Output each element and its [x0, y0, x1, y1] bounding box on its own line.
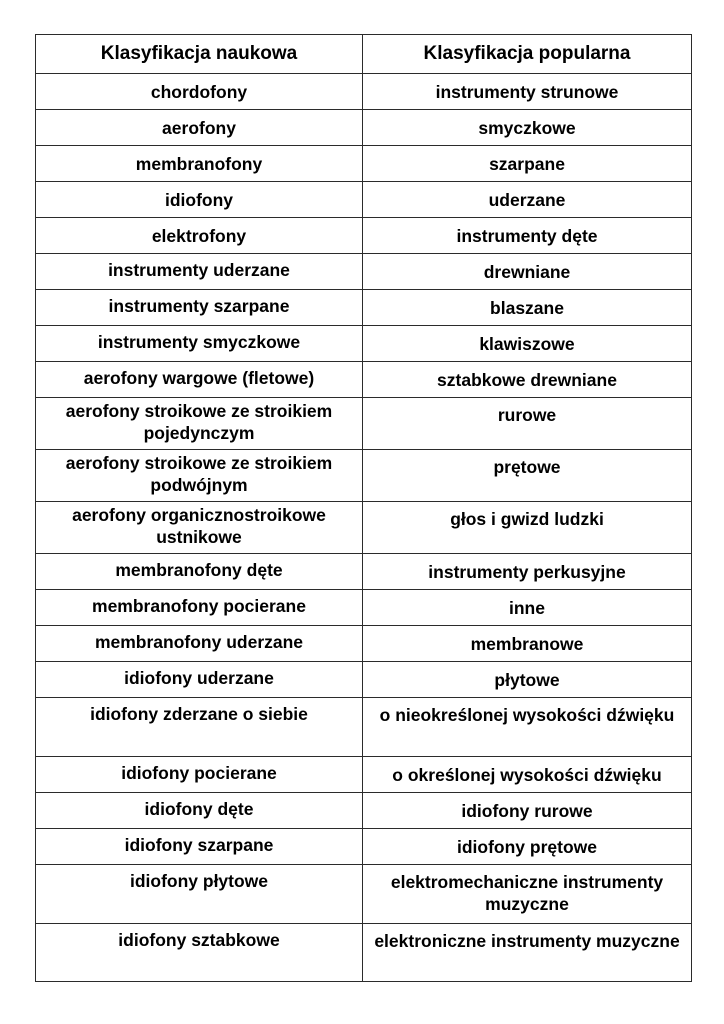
popular-cell: smyczkowe: [363, 110, 692, 146]
scientific-cell: membranofony uderzane: [36, 626, 363, 662]
scientific-cell: elektrofony: [36, 218, 363, 254]
scientific-cell: aerofony: [36, 110, 363, 146]
table-row: [36, 74, 692, 110]
popular-cell: membranowe: [363, 626, 692, 662]
table-row: [36, 793, 692, 829]
popular-cell: rurowe: [363, 398, 692, 450]
scientific-cell: instrumenty smyczkowe: [36, 326, 363, 362]
table-row: [36, 590, 692, 626]
scientific-cell: idiofony uderzane: [36, 662, 363, 698]
table-row: [36, 254, 692, 290]
scientific-cell: idiofony dęte: [36, 793, 363, 829]
table-row: [36, 290, 692, 326]
scientific-cell: aerofony stroikowe ze stroikiem pojedynczym: [36, 398, 363, 450]
table-row: [36, 554, 692, 590]
table-row: [36, 146, 692, 182]
scientific-cell: membranofony pocierane: [36, 590, 363, 626]
table-row: [36, 924, 692, 982]
table-row: [36, 502, 692, 554]
popular-cell: o określonej wysokości dźwięku: [363, 757, 692, 793]
table-row: [36, 757, 692, 793]
scientific-cell: idiofony sztabkowe: [36, 924, 363, 982]
popular-cell: elektromechaniczne instrumenty muzyczne: [363, 865, 692, 924]
table-row: [36, 698, 692, 757]
popular-cell: o nieokreślonej wysokości dźwięku: [363, 698, 692, 757]
popular-cell: instrumenty strunowe: [363, 74, 692, 110]
popular-cell: uderzane: [363, 182, 692, 218]
table-row: [36, 362, 692, 398]
scientific-cell: aerofony stroikowe ze stroikiem podwójnym: [36, 450, 363, 502]
popular-cell: prętowe: [363, 450, 692, 502]
popular-cell: szarpane: [363, 146, 692, 182]
popular-cell: klawiszowe: [363, 326, 692, 362]
table-row: [36, 626, 692, 662]
popular-cell: inne: [363, 590, 692, 626]
table-row: [36, 326, 692, 362]
scientific-cell: instrumenty uderzane: [36, 254, 363, 290]
scientific-cell: idiofony zderzane o siebie: [36, 698, 363, 757]
scientific-cell: idiofony płytowe: [36, 865, 363, 924]
scientific-cell: aerofony wargowe (fletowe): [36, 362, 363, 398]
popular-cell: instrumenty perkusyjne: [363, 554, 692, 590]
table-row: [36, 398, 692, 450]
scientific-cell: idiofony pocierane: [36, 757, 363, 793]
table-row: [36, 218, 692, 254]
popular-cell: idiofony rurowe: [363, 793, 692, 829]
scientific-cell: chordofony: [36, 74, 363, 110]
scientific-cell: membranofony: [36, 146, 363, 182]
table-row: [36, 450, 692, 502]
classification-table: [35, 34, 692, 982]
header-popular: Klasyfikacja popularna: [363, 35, 692, 74]
popular-cell: płytowe: [363, 662, 692, 698]
popular-cell: drewniane: [363, 254, 692, 290]
popular-cell: elektroniczne instrumenty muzyczne: [363, 924, 692, 982]
popular-cell: sztabkowe drewniane: [363, 362, 692, 398]
popular-cell: idiofony prętowe: [363, 829, 692, 865]
header-scientific: Klasyfikacja naukowa: [36, 35, 363, 74]
table-row: [36, 865, 692, 924]
scientific-cell: instrumenty szarpane: [36, 290, 363, 326]
table-row: [36, 829, 692, 865]
popular-cell: instrumenty dęte: [363, 218, 692, 254]
scientific-cell: membranofony dęte: [36, 554, 363, 590]
scientific-cell: idiofony szarpane: [36, 829, 363, 865]
table-row: [36, 662, 692, 698]
table-row: [36, 182, 692, 218]
popular-cell: blaszane: [363, 290, 692, 326]
header-row: [36, 35, 692, 74]
table-row: [36, 110, 692, 146]
scientific-cell: aerofony organicznostroikowe ustnikowe: [36, 502, 363, 554]
popular-cell: głos i gwizd ludzki: [363, 502, 692, 554]
scientific-cell: idiofony: [36, 182, 363, 218]
